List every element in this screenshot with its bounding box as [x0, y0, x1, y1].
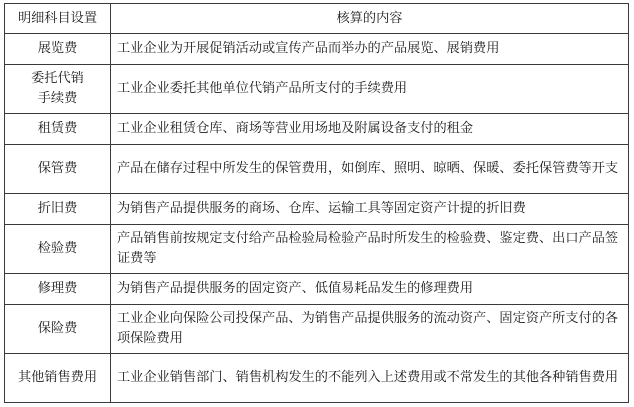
row-item-consignment-fee — [5, 65, 111, 114]
table-row — [5, 354, 629, 403]
row-content-storage: 产品在储存过程中所发生的保管费用，如倒库、照明、晾晒、保暖、委托保管费等开支 — [111, 145, 629, 194]
table-row — [5, 194, 629, 225]
row-item-storage: 保管费 — [5, 145, 111, 194]
table-row — [5, 274, 629, 305]
row-content-repair: 为销售产品提供服务的固定资产、低值易耗品发生的修理费用 — [111, 274, 629, 305]
row-content-consignment-fee: 工业企业委托其他单位代销产品所支付的手续费用 — [111, 65, 629, 114]
header-detail-account: 明细科目设置 — [5, 4, 111, 34]
table-header-row — [5, 4, 629, 34]
row-content-insurance: 工业企业向保险公司投保产品、为销售产品提供服务的流动资产、固定资产所支付的各项保险费用 — [111, 305, 629, 354]
row-item-insurance: 保险费 — [5, 305, 111, 354]
row-content-exhibition: 工业企业为开展促销活动或宣传产品而举办的产品展览、展销费用 — [111, 34, 629, 65]
row-item-depreciation: 折旧费 — [5, 194, 111, 225]
table-row — [5, 145, 629, 194]
row-content-depreciation: 为销售产品提供服务的商场、仓库、运输工具等固定资产计提的折旧费 — [111, 194, 629, 225]
consignment-fee-label: 委托代销手续费 — [31, 71, 84, 106]
sales-expense-detail-table — [4, 3, 629, 403]
table-row — [5, 65, 629, 114]
header-accounting-content: 核算的内容 — [111, 4, 629, 34]
table-row — [5, 114, 629, 145]
table-row — [5, 225, 629, 274]
table-row — [5, 305, 629, 354]
row-item-rental: 租赁费 — [5, 114, 111, 145]
row-content-rental: 工业企业租赁仓库、商场等营业用场地及附属设备支付的租金 — [111, 114, 629, 145]
row-item-exhibition: 展览费 — [5, 34, 111, 65]
table-row — [5, 34, 629, 65]
row-content-inspection: 产品销售前按规定支付给产品检验局检验产品时所发生的检验费、鉴定费、出口产品签证费等 — [111, 225, 629, 274]
row-content-other-sales: 工业企业销售部门、销售机构发生的不能列入上述费用或不常发生的其他各种销售费用 — [111, 354, 629, 403]
row-item-other-sales: 其他销售费用 — [5, 354, 111, 403]
row-item-repair: 修理费 — [5, 274, 111, 305]
row-item-inspection: 检验费 — [5, 225, 111, 274]
